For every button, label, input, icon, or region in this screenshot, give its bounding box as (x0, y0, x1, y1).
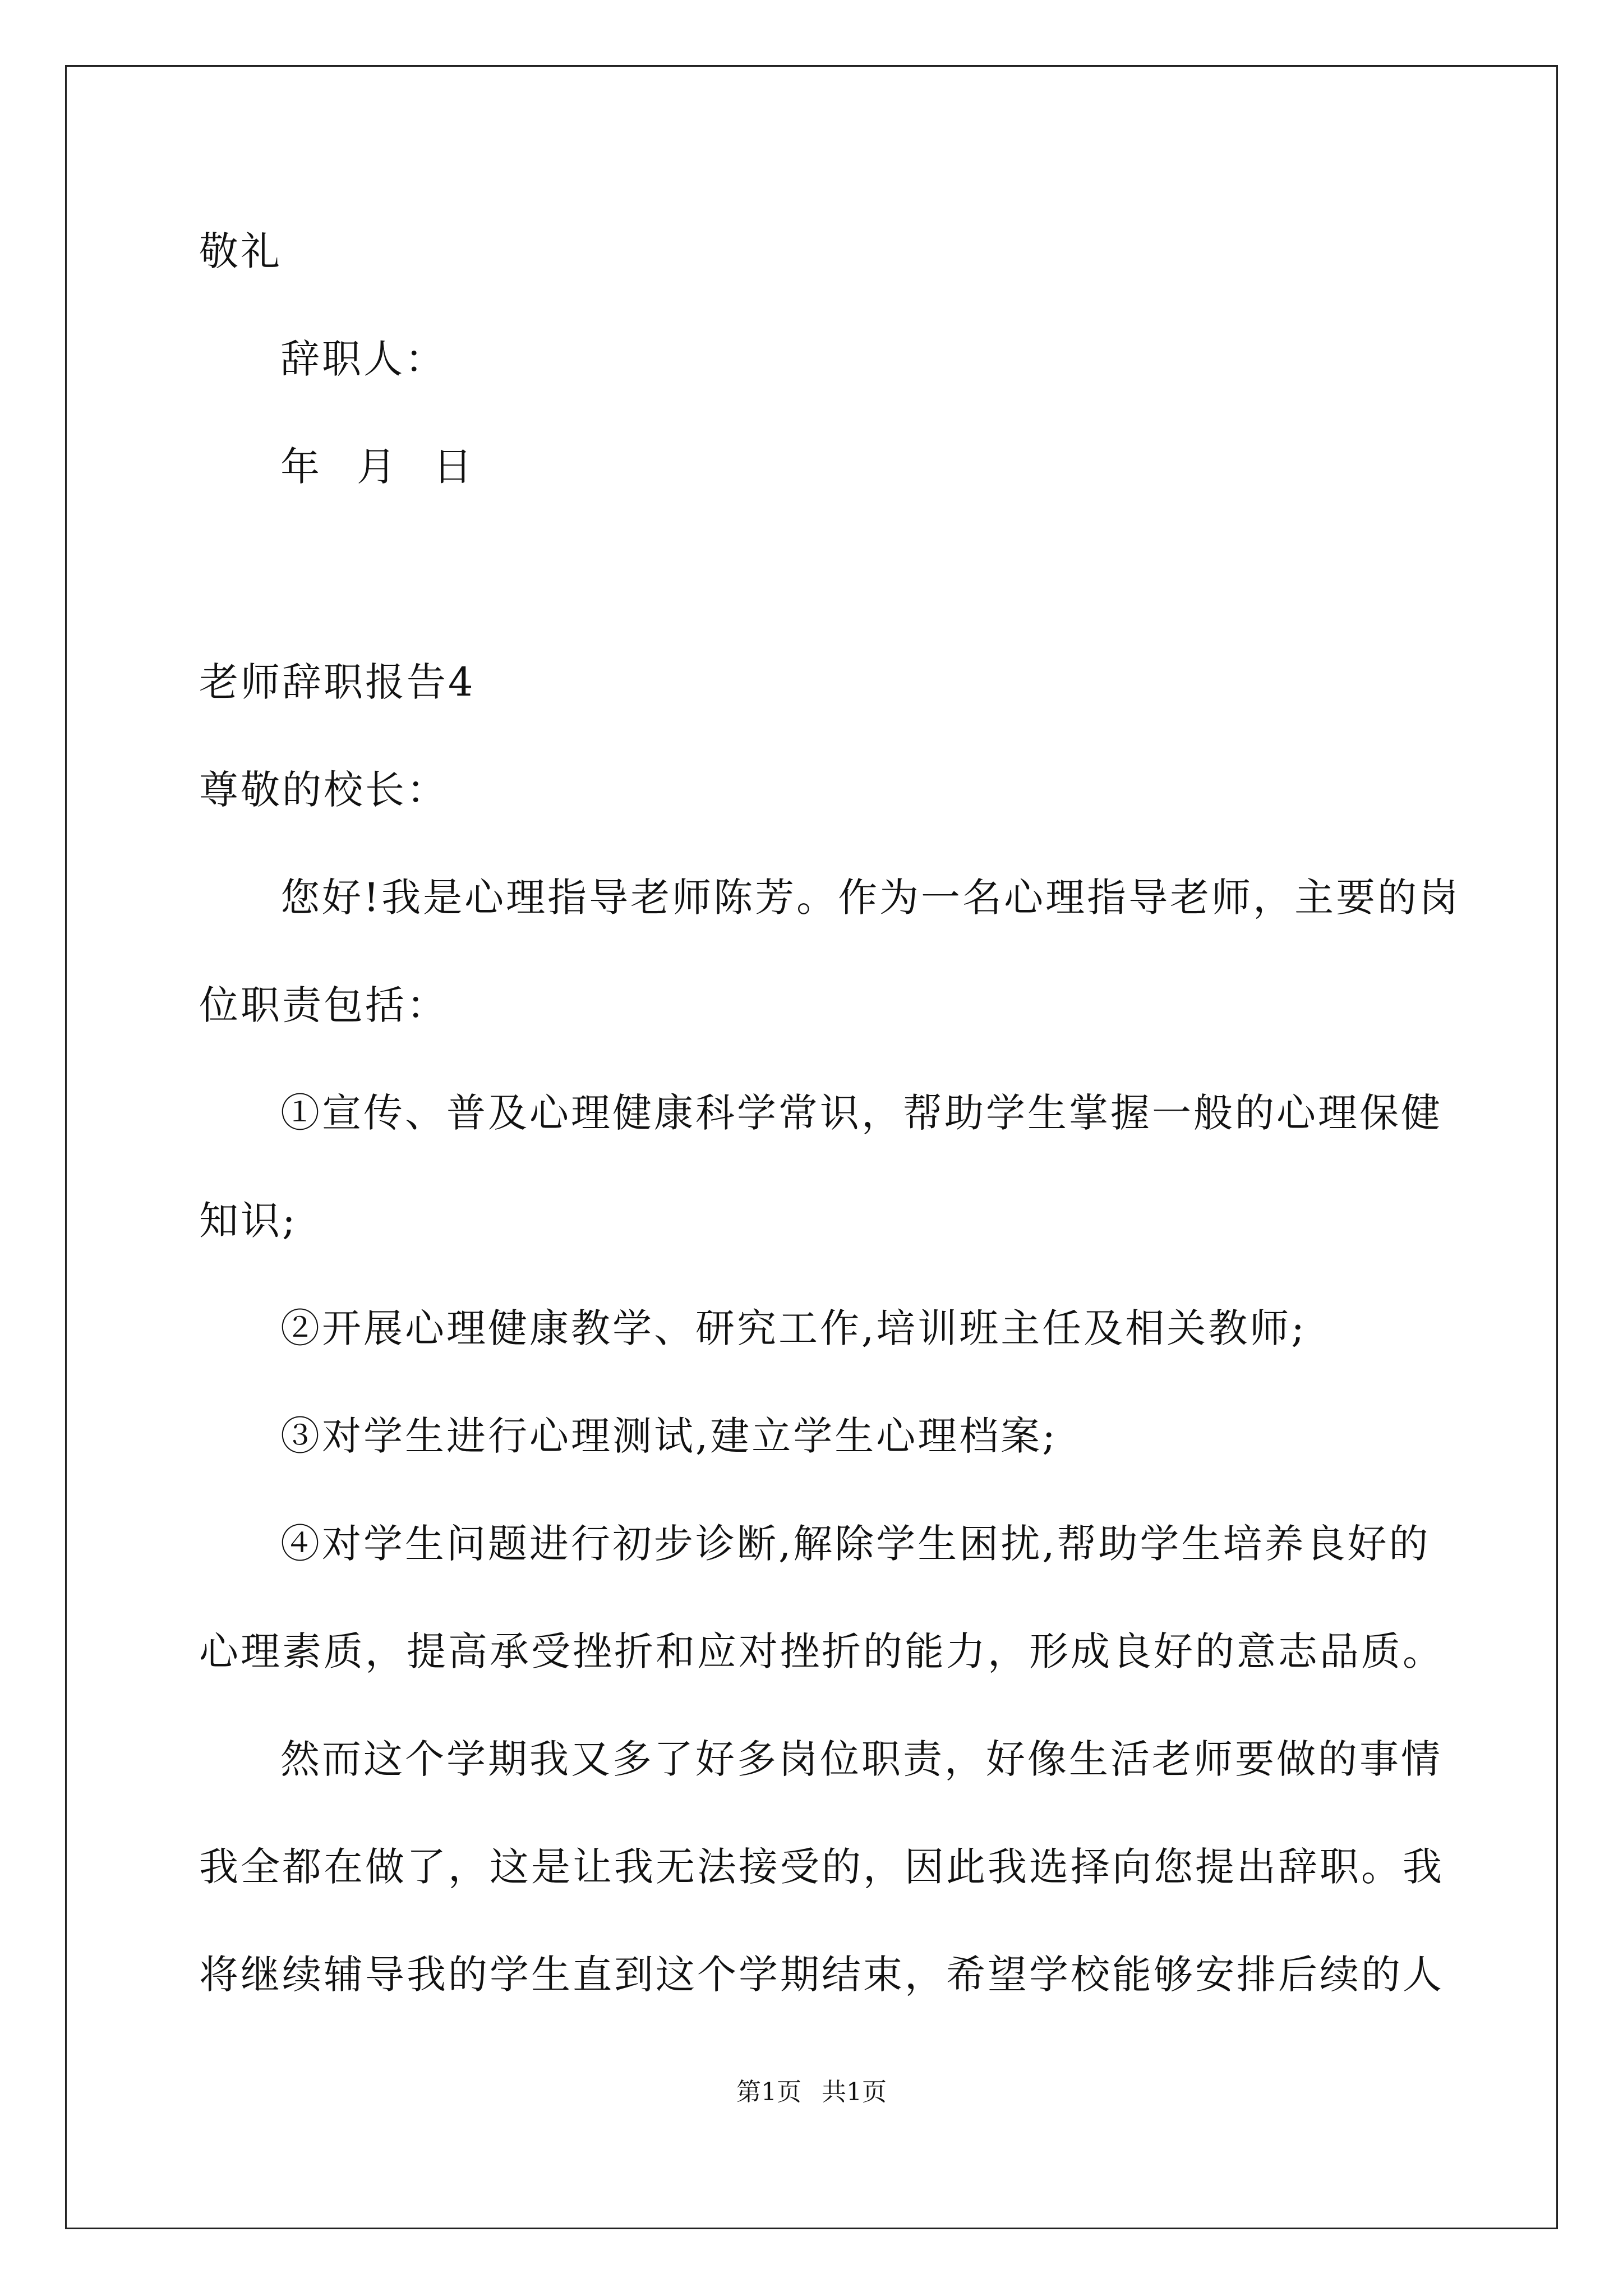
paragraph-line: 位职责包括： (199, 982, 448, 1028)
page-footer (0, 2076, 1623, 2109)
page-frame (65, 65, 1558, 2229)
letter-title: 老师辞职报告4 (199, 659, 476, 705)
paragraph-line: ④对学生问题进行初步诊断,解除学生困扰,帮助学生培养良好的 (280, 1521, 1431, 1567)
resigner-label: 辞职人： (280, 336, 446, 382)
page-current: 第1页 (736, 2078, 801, 2106)
date-day: 日 (433, 444, 474, 490)
paragraph-line: 将继续辅导我的学生直到这个学期结束，希望学校能够安排后续的人 (199, 1952, 1444, 1998)
paragraph-line: 心理素质，提高承受挫折和应对挫折的能力，形成良好的意志品质。 (199, 1628, 1444, 1674)
date-year: 年 (280, 444, 322, 490)
paragraph-line: 知识; (199, 1198, 298, 1244)
paragraph-line: ③对学生进行心理测试,建立学生心理档案; (280, 1413, 1058, 1459)
paragraph-line: ①宣传、普及心理健康科学常识，帮助学生掌握一般的心理保健 (280, 1090, 1442, 1136)
paragraph-line: ②开展心理健康教学、研究工作,培训班主任及相关教师; (280, 1305, 1307, 1351)
date-line (280, 439, 1514, 495)
closing-salutation: 敬礼 (199, 228, 282, 274)
letter-greeting: 尊敬的校长： (199, 767, 448, 813)
paragraph-line: 然而这个学期我又多了好多岗位职责，好像生活老师要做的事情 (280, 1736, 1442, 1782)
paragraph-line: 我全都在做了，这是让我无法接受的，因此我选择向您提出辞职。我 (199, 1844, 1444, 1890)
paragraph-line: 您好!我是心理指导老师陈芳。作为一名心理指导老师，主要的岗 (280, 875, 1461, 921)
page-total: 共1页 (822, 2078, 887, 2106)
date-month: 月 (357, 444, 398, 490)
